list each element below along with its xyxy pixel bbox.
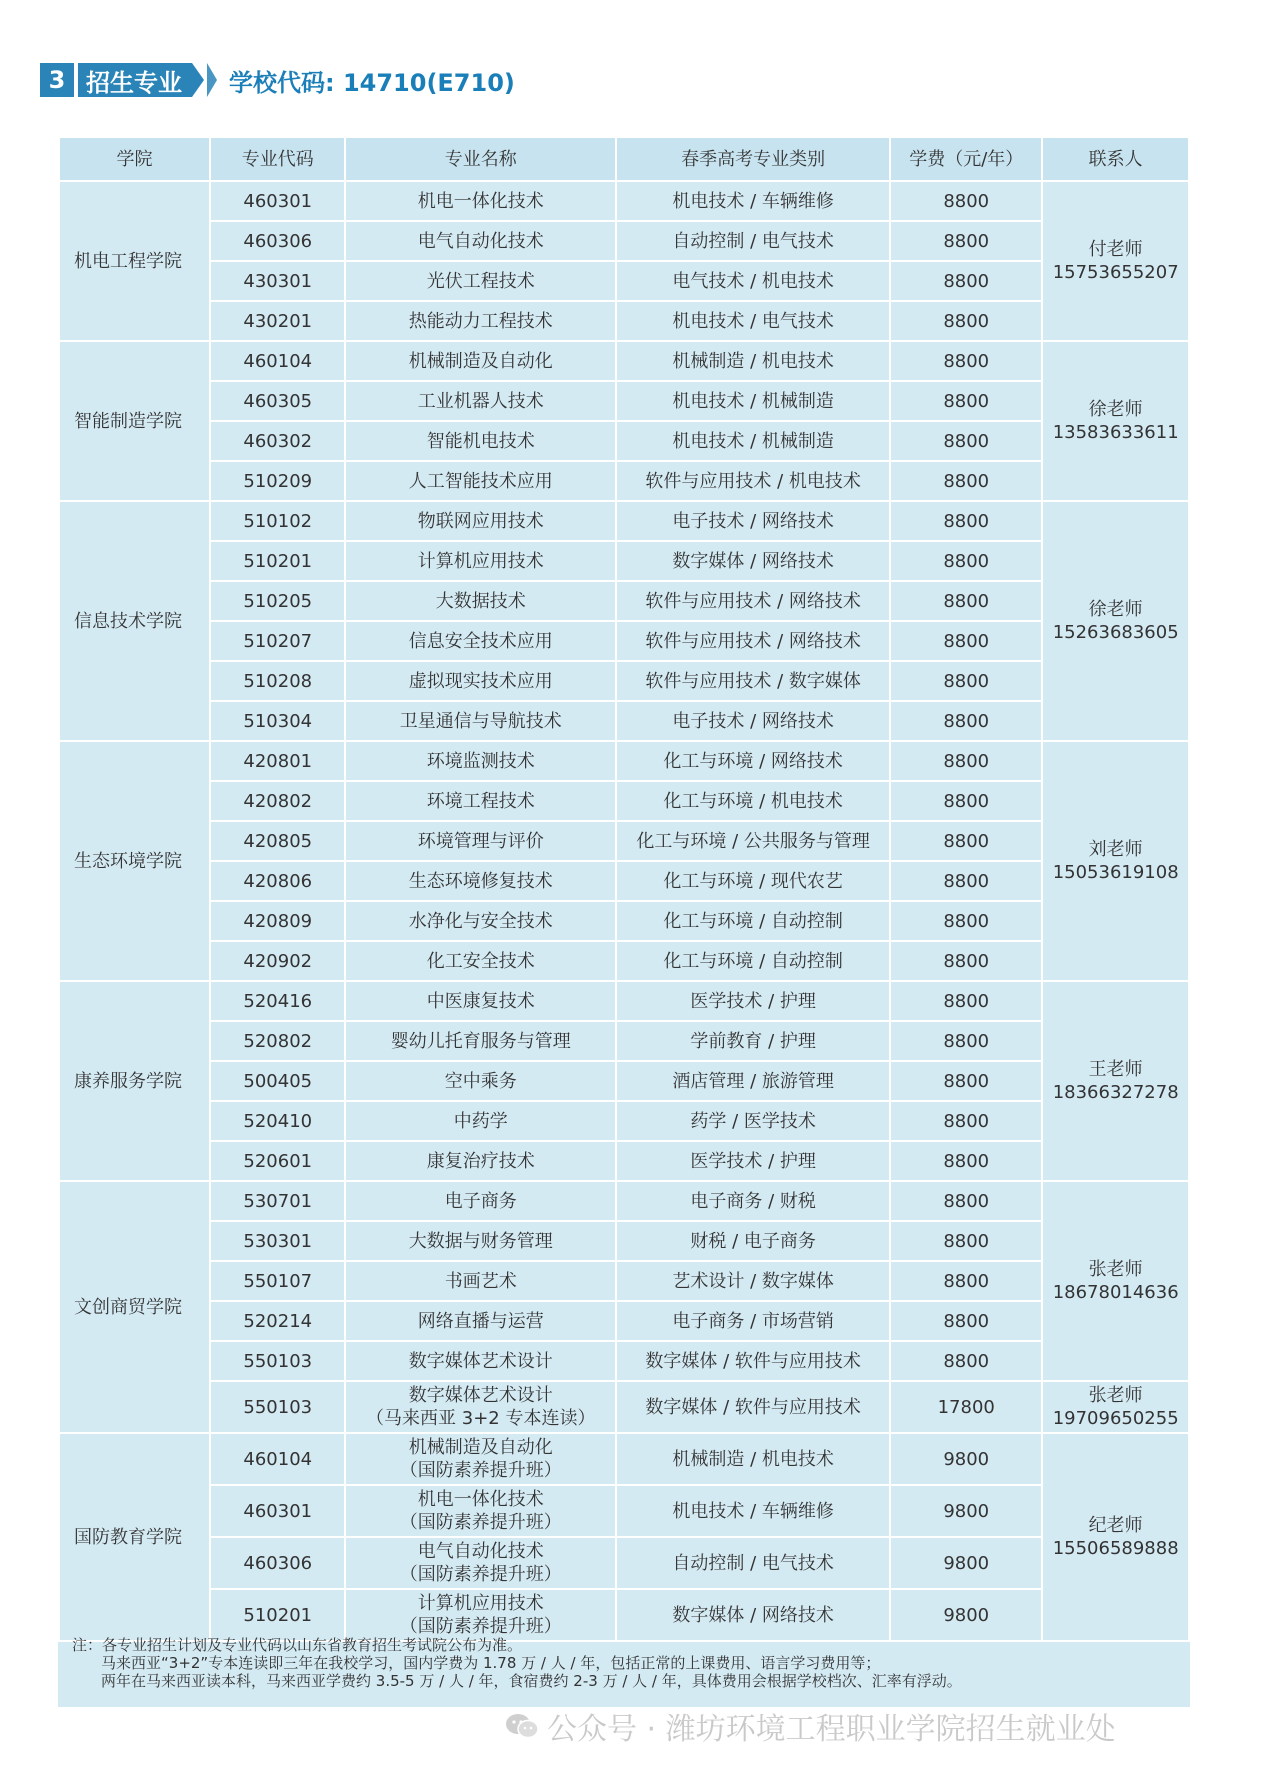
major-name-line: 电气自动化技术 — [417, 1541, 544, 1562]
contact-phone: 15753655207 — [1052, 262, 1179, 283]
category-cell: 电子商务 / 市场营销 — [616, 1301, 890, 1341]
major-code-cell: 520802 — [210, 1021, 345, 1061]
table-row — [59, 381, 1189, 421]
table-row — [59, 1537, 1189, 1589]
major-name-line: （马来西亚 3+2 专本连读） — [366, 1408, 596, 1429]
table-row — [59, 301, 1189, 341]
college-cell: 康养服务学院 — [59, 981, 210, 1181]
major-name-cell — [345, 1101, 616, 1141]
major-name-line: 化工安全技术 — [426, 950, 535, 972]
major-name-cell — [345, 621, 616, 661]
fee-cell: 8800 — [890, 621, 1042, 661]
major-name-line: 书画艺术 — [444, 1270, 517, 1292]
footnote — [72, 1636, 962, 1690]
contact-phone: 15506589888 — [1052, 1538, 1179, 1559]
category-cell: 财税 / 电子商务 — [616, 1221, 890, 1261]
contact-name: 刘老师 — [1088, 839, 1143, 860]
table-row — [59, 701, 1189, 741]
major-name-cell — [345, 261, 616, 301]
major-code-cell: 460306 — [210, 1537, 345, 1589]
category-cell: 酒店管理 / 旅游管理 — [616, 1061, 890, 1101]
contact-cell — [1042, 1433, 1189, 1641]
category-cell: 化工与环境 / 现代农艺 — [616, 861, 890, 901]
category-cell: 化工与环境 / 自动控制 — [616, 941, 890, 981]
major-code-cell: 550103 — [210, 1341, 345, 1381]
major-name-cell — [345, 981, 616, 1021]
category-cell: 电气技术 / 机电技术 — [616, 261, 890, 301]
section-number: 3 — [40, 63, 74, 97]
category-cell: 电子商务 / 财税 — [616, 1181, 890, 1221]
category-cell: 化工与环境 / 网络技术 — [616, 741, 890, 781]
table-row — [59, 661, 1189, 701]
table-row — [59, 581, 1189, 621]
category-cell: 机电技术 / 车辆维修 — [616, 181, 890, 221]
major-name-cell — [345, 1141, 616, 1181]
major-name-line: 物联网应用技术 — [417, 510, 544, 532]
fee-cell: 8800 — [890, 1021, 1042, 1061]
major-code-cell: 550107 — [210, 1261, 345, 1301]
major-code-cell: 460104 — [210, 341, 345, 381]
table-row — [59, 501, 1189, 541]
fee-cell: 8800 — [890, 1101, 1042, 1141]
category-cell: 化工与环境 / 自动控制 — [616, 901, 890, 941]
fee-cell: 8800 — [890, 181, 1042, 221]
major-name-cell — [345, 461, 616, 501]
college-cell: 生态环境学院 — [59, 741, 210, 981]
major-code-cell: 420902 — [210, 941, 345, 981]
table-header-row — [59, 137, 1189, 181]
fee-cell: 9800 — [890, 1589, 1042, 1641]
major-name-cell — [345, 1181, 616, 1221]
fee-cell: 8800 — [890, 461, 1042, 501]
major-name-cell — [345, 901, 616, 941]
section-header — [40, 57, 515, 103]
contact-cell — [1042, 501, 1189, 741]
category-cell: 软件与应用技术 / 数字媒体 — [616, 661, 890, 701]
major-name-line: 卫星通信与导航技术 — [399, 710, 562, 732]
major-name-line: 康复治疗技术 — [426, 1150, 535, 1172]
major-name-cell — [345, 181, 616, 221]
fee-cell: 8800 — [890, 1221, 1042, 1261]
category-cell: 化工与环境 / 机电技术 — [616, 781, 890, 821]
college-cell: 文创商贸学院 — [59, 1181, 210, 1433]
major-code-cell: 420802 — [210, 781, 345, 821]
table-row — [59, 1061, 1189, 1101]
category-cell: 医学技术 / 护理 — [616, 1141, 890, 1181]
major-code-cell: 500405 — [210, 1061, 345, 1101]
major-name-cell — [345, 341, 616, 381]
header-major: 专业名称 — [345, 137, 616, 181]
table-row — [59, 1141, 1189, 1181]
major-code-cell: 530301 — [210, 1221, 345, 1261]
table-row — [59, 941, 1189, 981]
major-code-cell: 460305 — [210, 381, 345, 421]
header-college: 学院 — [59, 137, 210, 181]
category-cell: 机电技术 / 电气技术 — [616, 301, 890, 341]
major-name-line: 电气自动化技术 — [417, 230, 544, 252]
fee-cell: 8800 — [890, 341, 1042, 381]
table-row — [59, 1181, 1189, 1221]
major-code-cell: 520416 — [210, 981, 345, 1021]
majors-table — [58, 136, 1190, 1642]
major-code-cell: 550103 — [210, 1381, 345, 1433]
table-body — [59, 181, 1189, 1641]
contact-phone: 15263683605 — [1052, 622, 1179, 643]
college-cell: 智能制造学院 — [59, 341, 210, 501]
major-name-cell — [345, 381, 616, 421]
contact-name: 纪老师 — [1088, 1515, 1143, 1536]
major-code-cell: 420805 — [210, 821, 345, 861]
major-name-line: 大数据与财务管理 — [408, 1230, 553, 1252]
contact-cell — [1042, 1181, 1189, 1381]
major-code-cell: 460302 — [210, 421, 345, 461]
fee-cell: 8800 — [890, 741, 1042, 781]
major-name-cell — [345, 1021, 616, 1061]
table-row — [59, 621, 1189, 661]
category-cell: 数字媒体 / 网络技术 — [616, 1589, 890, 1641]
major-name-line: 空中乘务 — [444, 1070, 517, 1092]
category-cell: 数字媒体 / 软件与应用技术 — [616, 1341, 890, 1381]
fee-cell: 9800 — [890, 1485, 1042, 1537]
major-name-cell — [345, 221, 616, 261]
major-code-cell: 510205 — [210, 581, 345, 621]
major-code-cell: 510207 — [210, 621, 345, 661]
major-name-cell — [345, 821, 616, 861]
major-name-cell — [345, 1433, 616, 1485]
fee-cell: 17800 — [890, 1381, 1042, 1433]
major-code-cell: 510102 — [210, 501, 345, 541]
major-name-line: 机电一体化技术 — [417, 190, 544, 212]
header-category: 春季高考专业类别 — [616, 137, 890, 181]
fee-cell: 8800 — [890, 1261, 1042, 1301]
fee-cell: 8800 — [890, 861, 1042, 901]
fee-cell: 9800 — [890, 1537, 1042, 1589]
majors-table-container — [58, 136, 1190, 1707]
category-cell: 软件与应用技术 / 网络技术 — [616, 621, 890, 661]
major-code-cell: 510201 — [210, 1589, 345, 1641]
category-cell: 机械制造 / 机电技术 — [616, 341, 890, 381]
table-row — [59, 1381, 1189, 1433]
table-row — [59, 461, 1189, 501]
major-name-cell — [345, 541, 616, 581]
fee-cell: 8800 — [890, 781, 1042, 821]
major-name-line: 计算机应用技术 — [417, 550, 544, 572]
contact-name: 付老师 — [1088, 239, 1143, 260]
major-code-cell: 510209 — [210, 461, 345, 501]
school-code: 学校代码: 14710(E710) — [229, 68, 515, 97]
major-code-cell: 510304 — [210, 701, 345, 741]
major-name-line: 环境管理与评价 — [417, 830, 544, 852]
watermark — [505, 1706, 1116, 1746]
major-name-line: （国防素养提升班） — [399, 1564, 562, 1585]
major-code-cell: 520214 — [210, 1301, 345, 1341]
major-name-cell — [345, 741, 616, 781]
major-name-cell — [345, 1221, 616, 1261]
fee-cell: 8800 — [890, 1301, 1042, 1341]
contact-phone: 13583633611 — [1052, 422, 1179, 443]
contact-phone: 15053619108 — [1052, 862, 1179, 883]
header-code: 专业代码 — [210, 137, 345, 181]
fee-cell: 8800 — [890, 1061, 1042, 1101]
table-row — [59, 181, 1189, 221]
table-row — [59, 781, 1189, 821]
contact-cell — [1042, 741, 1189, 981]
category-cell: 软件与应用技术 / 机电技术 — [616, 461, 890, 501]
major-name-line: 水净化与安全技术 — [408, 910, 553, 932]
college-cell: 国防教育学院 — [59, 1433, 210, 1641]
major-name-line: 生态环境修复技术 — [408, 870, 553, 892]
category-cell: 医学技术 / 护理 — [616, 981, 890, 1021]
watermark-text: 公众号 · 潍坊环境工程职业学院招生就业处 — [547, 1712, 1116, 1747]
fee-cell: 8800 — [890, 701, 1042, 741]
major-code-cell: 420801 — [210, 741, 345, 781]
major-name-line: 热能动力工程技术 — [408, 310, 553, 332]
table-row — [59, 541, 1189, 581]
major-code-cell: 530701 — [210, 1181, 345, 1221]
major-name-line: 数字媒体艺术设计 — [408, 1385, 553, 1406]
table-row — [59, 1341, 1189, 1381]
fee-cell: 9800 — [890, 1433, 1042, 1485]
category-cell: 机电技术 / 机械制造 — [616, 381, 890, 421]
footnote-line: 两年在马来西亚读本科，马来西亚学费约 3.5-5 万 / 人 / 年，食宿费约 2-3 万 / 人 / 年，具体费用会根据学校档次、汇率有浮动。 — [101, 1672, 962, 1690]
table-row — [59, 261, 1189, 301]
major-name-line: 机械制造及自动化 — [408, 1437, 553, 1458]
fee-cell: 8800 — [890, 981, 1042, 1021]
major-name-cell — [345, 1381, 616, 1433]
major-name-line: 机械制造及自动化 — [408, 350, 553, 372]
wechat-icon — [505, 1713, 539, 1739]
fee-cell: 8800 — [890, 1141, 1042, 1181]
table-row — [59, 1101, 1189, 1141]
contact-cell — [1042, 981, 1189, 1181]
category-cell: 自动控制 / 电气技术 — [616, 1537, 890, 1589]
contact-cell — [1042, 341, 1189, 501]
major-name-cell — [345, 941, 616, 981]
fee-cell: 8800 — [890, 821, 1042, 861]
major-name-line: 智能机电技术 — [426, 430, 535, 452]
fee-cell: 8800 — [890, 421, 1042, 461]
fee-cell: 8800 — [890, 221, 1042, 261]
table-row — [59, 1301, 1189, 1341]
section-title: 招生专业 — [78, 63, 192, 97]
category-cell: 数字媒体 / 网络技术 — [616, 541, 890, 581]
fee-cell: 8800 — [890, 301, 1042, 341]
category-cell: 机电技术 / 机械制造 — [616, 421, 890, 461]
major-code-cell: 430201 — [210, 301, 345, 341]
major-name-line: 大数据技术 — [435, 590, 526, 612]
category-cell: 机电技术 / 车辆维修 — [616, 1485, 890, 1537]
major-name-line: 光伏工程技术 — [426, 270, 535, 292]
major-name-line: 婴幼儿托育服务与管理 — [390, 1030, 571, 1052]
table-row — [59, 1021, 1189, 1061]
category-cell: 软件与应用技术 / 网络技术 — [616, 581, 890, 621]
fee-cell: 8800 — [890, 661, 1042, 701]
major-code-cell: 460301 — [210, 1485, 345, 1537]
major-name-line: 中医康复技术 — [426, 990, 535, 1012]
category-cell: 艺术设计 / 数字媒体 — [616, 1261, 890, 1301]
table-row — [59, 741, 1189, 781]
fee-cell: 8800 — [890, 941, 1042, 981]
major-name-line: 环境工程技术 — [426, 790, 535, 812]
major-name-cell — [345, 1589, 616, 1641]
major-name-line: 计算机应用技术 — [417, 1593, 544, 1614]
table-row — [59, 221, 1189, 261]
table-row — [59, 861, 1189, 901]
major-code-cell: 460301 — [210, 181, 345, 221]
table-row — [59, 1433, 1189, 1485]
major-name-cell — [345, 861, 616, 901]
category-cell: 学前教育 / 护理 — [616, 1021, 890, 1061]
category-cell: 电子技术 / 网络技术 — [616, 501, 890, 541]
major-code-cell: 460306 — [210, 221, 345, 261]
major-name-line: 工业机器人技术 — [417, 390, 544, 412]
chevron-right-icon — [192, 63, 204, 97]
fee-cell: 8800 — [890, 1341, 1042, 1381]
major-code-cell: 520410 — [210, 1101, 345, 1141]
footnote-line: 注：各专业招生计划及专业代码以山东省教育招生考试院公布为准。 — [72, 1636, 523, 1654]
contact-cell — [1042, 1381, 1189, 1433]
fee-cell: 8800 — [890, 501, 1042, 541]
major-code-cell: 510201 — [210, 541, 345, 581]
major-code-cell: 460104 — [210, 1433, 345, 1485]
fee-cell: 8800 — [890, 581, 1042, 621]
major-name-cell — [345, 661, 616, 701]
table-row — [59, 341, 1189, 381]
contact-phone: 18678014636 — [1052, 1282, 1179, 1303]
contact-name: 王老师 — [1088, 1059, 1143, 1080]
college-cell: 机电工程学院 — [59, 181, 210, 341]
contact-name: 张老师 — [1088, 1259, 1143, 1280]
contact-phone: 18366327278 — [1052, 1082, 1179, 1103]
major-name-cell — [345, 701, 616, 741]
major-name-cell — [345, 1301, 616, 1341]
contact-name: 张老师 — [1088, 1385, 1143, 1406]
table-row — [59, 901, 1189, 941]
category-cell: 数字媒体 / 软件与应用技术 — [616, 1381, 890, 1433]
fee-cell: 8800 — [890, 901, 1042, 941]
footnote-line: 马来西亚“3+2”专本连读即三年在我校学习，国内学费为 1.78 万 / 人 / 年，包括正常的上课费用、语言学习费用等； — [101, 1654, 881, 1672]
major-name-cell — [345, 781, 616, 821]
major-name-line: 数字媒体艺术设计 — [408, 1350, 553, 1372]
table-row — [59, 1589, 1189, 1641]
contact-name: 徐老师 — [1088, 599, 1143, 620]
major-name-cell — [345, 1341, 616, 1381]
category-cell: 化工与环境 / 公共服务与管理 — [616, 821, 890, 861]
major-name-cell — [345, 1485, 616, 1537]
table-row — [59, 981, 1189, 1021]
fee-cell: 8800 — [890, 381, 1042, 421]
contact-cell — [1042, 181, 1189, 341]
major-name-line: 网络直播与运营 — [417, 1310, 544, 1332]
major-name-line: （国防素养提升班） — [399, 1460, 562, 1481]
college-cell: 信息技术学院 — [59, 501, 210, 741]
header-fee: 学费（元/年） — [890, 137, 1042, 181]
contact-name: 徐老师 — [1088, 399, 1143, 420]
major-name-cell — [345, 1061, 616, 1101]
major-code-cell: 430301 — [210, 261, 345, 301]
table-row — [59, 1221, 1189, 1261]
category-cell: 药学 / 医学技术 — [616, 1101, 890, 1141]
major-name-cell — [345, 421, 616, 461]
major-name-cell — [345, 501, 616, 541]
major-name-line: （国防素养提升班） — [399, 1512, 562, 1533]
major-name-cell — [345, 581, 616, 621]
major-code-cell: 510208 — [210, 661, 345, 701]
major-code-cell: 420806 — [210, 861, 345, 901]
table-row — [59, 821, 1189, 861]
fee-cell: 8800 — [890, 541, 1042, 581]
table-row — [59, 1261, 1189, 1301]
category-cell: 机械制造 / 机电技术 — [616, 1433, 890, 1485]
fee-cell: 8800 — [890, 261, 1042, 301]
major-name-line: 电子商务 — [444, 1190, 517, 1212]
major-name-cell — [345, 1261, 616, 1301]
category-cell: 自动控制 / 电气技术 — [616, 221, 890, 261]
major-name-cell — [345, 1537, 616, 1589]
table-row — [59, 1485, 1189, 1537]
chevron-right-icon — [207, 63, 217, 97]
header-contact: 联系人 — [1042, 137, 1189, 181]
category-cell: 电子技术 / 网络技术 — [616, 701, 890, 741]
major-code-cell: 520601 — [210, 1141, 345, 1181]
major-name-cell — [345, 301, 616, 341]
major-name-line: 中药学 — [453, 1110, 508, 1132]
major-name-line: （国防素养提升班） — [399, 1616, 562, 1637]
major-code-cell: 420809 — [210, 901, 345, 941]
major-name-line: 人工智能技术应用 — [408, 470, 553, 492]
table-row — [59, 421, 1189, 461]
major-name-line: 虚拟现实技术应用 — [408, 670, 553, 692]
major-name-line: 环境监测技术 — [426, 750, 535, 772]
fee-cell: 8800 — [890, 1181, 1042, 1221]
major-name-line: 机电一体化技术 — [417, 1489, 544, 1510]
contact-phone: 19709650255 — [1052, 1408, 1179, 1429]
major-name-line: 信息安全技术应用 — [408, 630, 553, 652]
